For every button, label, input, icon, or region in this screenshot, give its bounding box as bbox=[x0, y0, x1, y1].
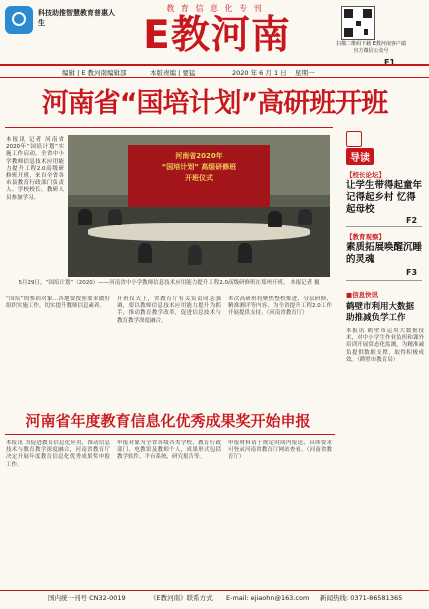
body-column-1: “国培”的参训对象...各地要按照要求做好组织实施工作，切实提升教师信息素养。 bbox=[6, 296, 110, 310]
app-logo-icon bbox=[5, 6, 33, 34]
main-headline: 河南省“国培计划”高研班开班 bbox=[41, 88, 388, 119]
qr-caption: 扫描二维码下载 E教河南客户端 官方微信公众号 bbox=[336, 41, 406, 54]
news-body: 本报讯 鹤壁市运用大数据技术，对中小学生作业负担和课外培训开展常态化监测，为精准减负提供数据支撑，取得积极成效。（鹤壁市教育局） bbox=[346, 328, 424, 363]
guide-tag-2: 【教育观察】 bbox=[346, 233, 385, 241]
masthead-tagline: 教 育 信 息 化 专 刊 bbox=[166, 4, 264, 13]
guide-item-2[interactable]: 素质拓展唤醒沉睡的灵魂 bbox=[346, 242, 423, 265]
guide-item-1[interactable]: 让学生带得起童年 记得起乡村 忆得起母校 bbox=[346, 180, 423, 215]
guide-page-1: F2 bbox=[406, 216, 418, 225]
app-badge-text: 科技助推智慧教育普惠人生 bbox=[38, 9, 115, 27]
banner-line-2: “国培计划” 高级研修班 bbox=[161, 163, 237, 171]
guide-page-2: F3 bbox=[406, 268, 418, 277]
sub-headline: 河南省年度教育信息化优秀成果奖开始申报 bbox=[25, 412, 311, 430]
lead-article-text: 本报讯 记者 河南省2020年“国培计划”实施工作启动，全省中小学教师信息技术应用能力提升工程2.0高级研修班开班，来自全省各市县教育行政部门负责人、学校校长、教研人员参加学习。 bbox=[6, 137, 64, 201]
meta-bar bbox=[0, 64, 429, 78]
body-column-2: 开班仪式上，省教育厅有关负责同志强调，要以教师信息技术应用能力提升为抓手，推动教育教学改革，促进信息技术与教育教学深度融合。 bbox=[117, 296, 221, 324]
photo-caption: 5月29日，“国培计划”（2020）——河南省中小学教师信息技术应用能力提升工程2.0高级研修班在郑州开班。 本报记者 摄 bbox=[18, 280, 320, 286]
meeting-photo bbox=[68, 135, 330, 277]
divider bbox=[346, 280, 422, 281]
bottom-column-3: 申报材料请于规定时间内报送，具体要求可登录河南省教育厅网站查看。（河南省教育厅） bbox=[228, 440, 332, 461]
proofread-credit: 本版责编 | 要猛 bbox=[150, 69, 196, 77]
guide-icon bbox=[346, 131, 362, 147]
guide-tag-1: 【校长论坛】 bbox=[346, 171, 385, 179]
divider bbox=[5, 434, 335, 435]
issue-date: 2020 年 6 月 1 日 bbox=[232, 69, 287, 77]
news-tag: ■信息快讯 bbox=[346, 291, 379, 299]
news-title: 鹤壁市利用大数据助推减负学工作 bbox=[346, 302, 415, 323]
divider bbox=[346, 226, 422, 227]
guide-title: 导读 bbox=[346, 148, 374, 165]
footer-email: E-mail: ejiaohn@163.com bbox=[226, 594, 310, 602]
editor-credit: 编辑 | E 教河南编辑部 bbox=[62, 69, 127, 77]
divider bbox=[5, 127, 333, 128]
footer-issn: 国内统一刊号 CN32-0019 bbox=[48, 594, 126, 602]
newspaper-logo: E教河南 bbox=[143, 13, 291, 58]
qr-code-icon bbox=[341, 6, 375, 40]
footer-phone: 新闻热线: 0371-86581365 bbox=[320, 594, 403, 602]
footer-bar bbox=[0, 590, 429, 605]
banner-line-1: 河南省2020年 bbox=[175, 152, 223, 160]
bottom-column-2: 申报对象为全省各级各类学校、教育行政部门、电教馆及教师个人，成果形式包括教学软件、平台系统、研究报告等。 bbox=[117, 440, 221, 461]
issue-weekday: 星期一 bbox=[295, 69, 315, 77]
body-column-3: 本次高研班将聚焦整校推进、分层研修、精准测评等内容，为全省提升工程2.0工作开展提供支持。（河南省教育厅） bbox=[228, 296, 332, 317]
edition-number: F1 bbox=[384, 58, 396, 67]
footer-contact: 《E教河南》联系方式 bbox=[150, 594, 213, 602]
banner-line-3: 开班仪式 bbox=[185, 174, 213, 182]
bottom-column-1: 本报讯 为促进教育信息化应用，推动信息技术与教育教学深度融合，河南省教育厅决定开展年度教育信息化优秀成果奖申报工作。 bbox=[6, 440, 110, 468]
